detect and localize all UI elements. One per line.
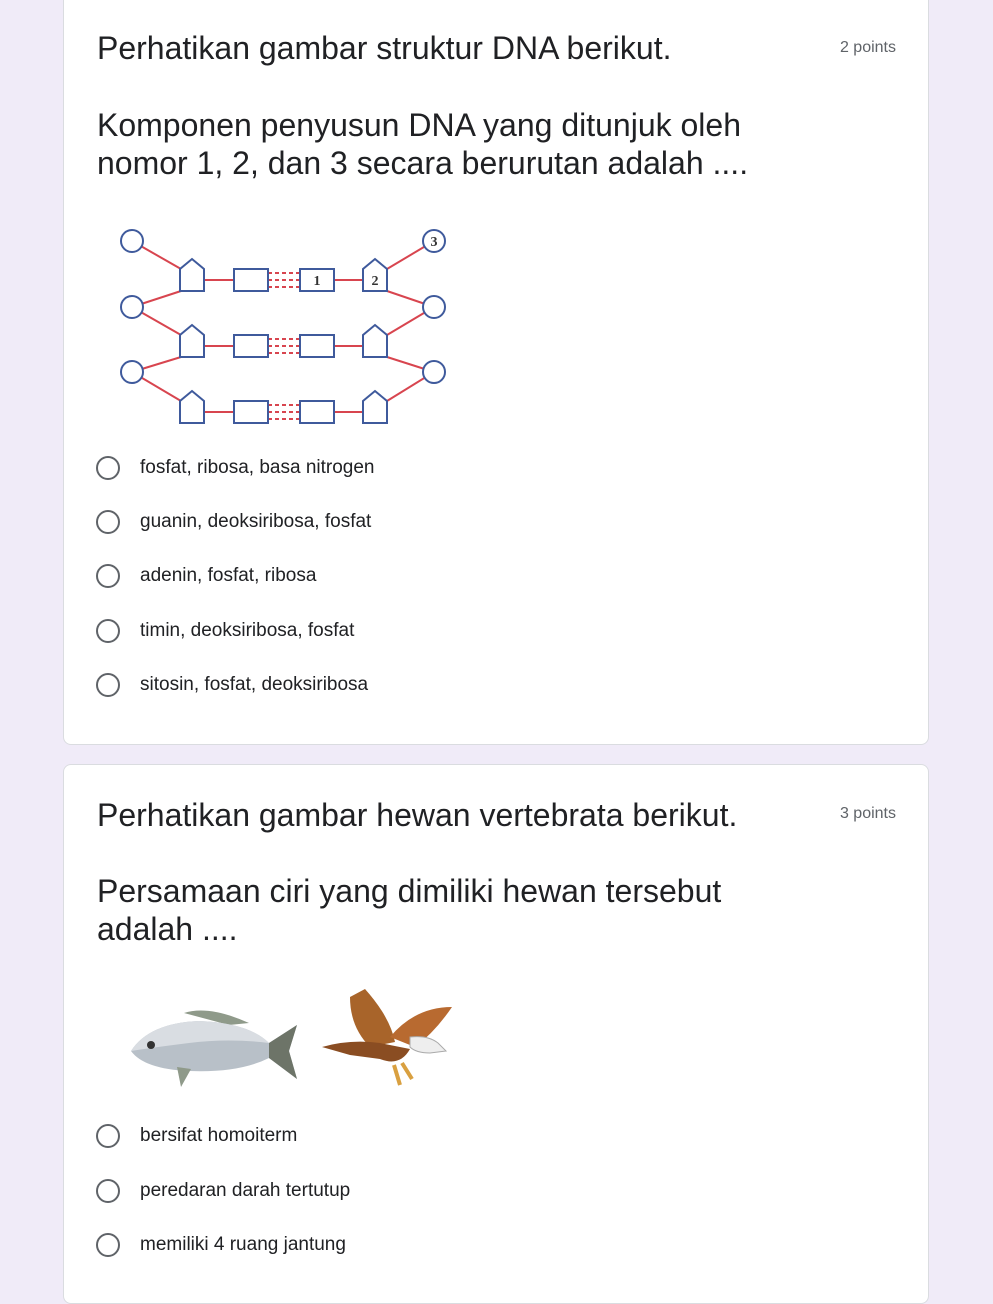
label-1: 1	[313, 274, 321, 289]
radio-button[interactable]	[96, 1233, 120, 1257]
option-3[interactable]	[96, 1233, 346, 1257]
label-3: 3	[430, 235, 438, 250]
option-label: guanin, deoksiribosa, fosfat	[140, 511, 372, 532]
radio-button[interactable]	[96, 1124, 120, 1148]
question-prompt: Komponen penyusun DNA yang ditunjuk oleh nomor 1, 2, dan 3 secara berurutan adalah ....	[97, 107, 749, 181]
radio-button[interactable]	[96, 564, 120, 588]
question-title: Perhatikan gambar struktur DNA berikut.	[97, 30, 672, 66]
radio-button[interactable]	[96, 1179, 120, 1203]
option-2[interactable]	[96, 1179, 350, 1203]
question-card-dna	[63, 0, 929, 745]
option-2[interactable]	[96, 510, 371, 534]
option-label: timin, deoksiribosa, fosfat	[140, 620, 355, 641]
radio-button[interactable]	[96, 619, 120, 643]
option-1[interactable]	[96, 456, 374, 480]
option-5[interactable]	[96, 673, 368, 697]
eagle-image	[320, 987, 456, 1089]
option-3[interactable]	[96, 564, 316, 588]
radio-button[interactable]	[96, 510, 120, 534]
option-label: adenin, fosfat, ribosa	[140, 565, 317, 586]
question-card-vertebrate	[63, 764, 929, 1304]
dna-structure-diagram	[119, 228, 449, 428]
option-1[interactable]	[96, 1124, 297, 1148]
points-label: 3 points	[839, 805, 896, 822]
fish-image	[129, 1003, 301, 1089]
option-4[interactable]	[96, 619, 354, 643]
option-label: peredaran darah tertutup	[140, 1180, 351, 1201]
option-label: bersifat homoiterm	[140, 1125, 298, 1146]
radio-button[interactable]	[96, 673, 120, 697]
radio-button[interactable]	[96, 456, 120, 480]
label-2: 2	[371, 274, 379, 289]
option-label: sitosin, fosfat, deoksiribosa	[140, 674, 369, 695]
option-label: memiliki 4 ruang jantung	[140, 1234, 346, 1255]
points-label: 2 points	[839, 39, 896, 56]
option-label: fosfat, ribosa, basa nitrogen	[140, 457, 375, 478]
question-prompt: Persamaan ciri yang dimiliki hewan tersebut adalah ....	[97, 873, 722, 947]
question-title: Perhatikan gambar hewan vertebrata berikut.	[97, 797, 738, 833]
